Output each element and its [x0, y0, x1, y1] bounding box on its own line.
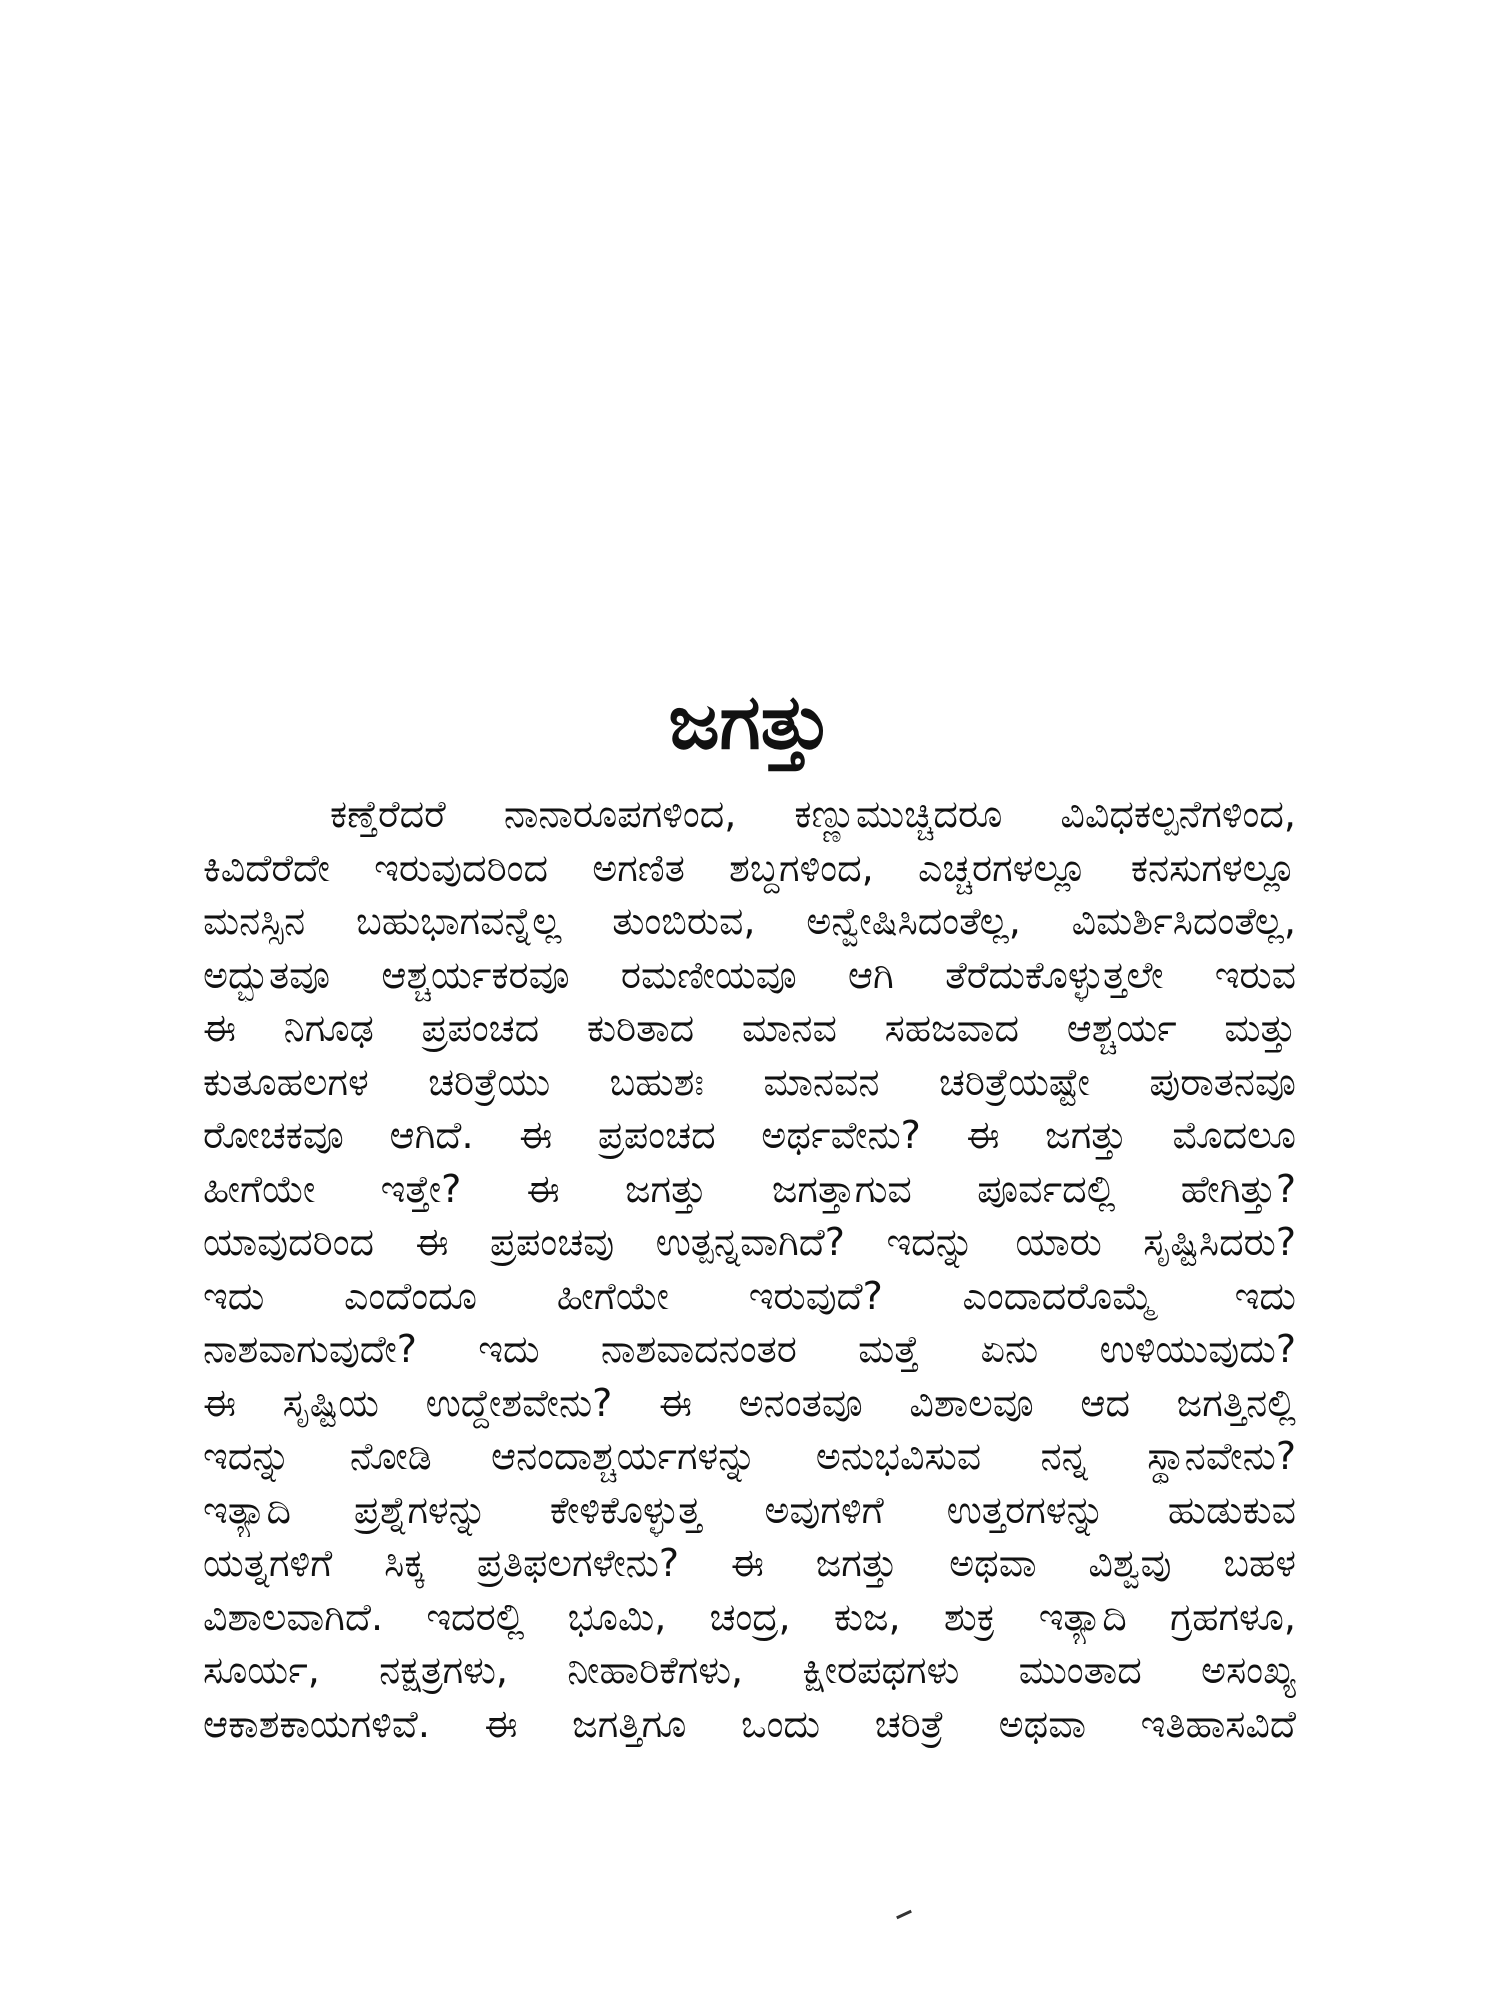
paragraph-line: ಈ ನಿಗೂಢ ಪ್ರಪಂಚದ ಕುರಿತಾದ ಮಾನವ ಸಹಜವಾದ ಆಶ್ಚರ್ಯ ಮತ್ತು — [203, 1006, 1296, 1050]
paragraph-line: ಯಾವುದರಿಂದ ಈ ಪ್ರಪಂಚವು ಉತ್ಪನ್ನವಾಗಿದೆ? ಇದನ್ನು ಯಾರು ಸೃಷ್ಟಿಸಿದರು? — [203, 1220, 1296, 1264]
paragraph-line: ನಾಶವಾಗುವುದೇ? ಇದು ನಾಶವಾದನಂತರ ಮತ್ತೆ ಏನು ಉಳಿಯುವುದು? — [203, 1327, 1296, 1371]
paragraph-line: ಅದ್ಭುತವೂ ಆಶ್ಚರ್ಯಕರವೂ ರಮಣೀಯವೂ ಆಗಿ ತೆರೆದುಕೊಳ್ಳುತ್ತಲೇ ಇರುವ — [203, 952, 1296, 997]
paragraph-line: ಈ ಸೃಷ್ಟಿಯ ಉದ್ದೇಶವೇನು? ಈ ಅನಂತವೂ ವಿಶಾಲವೂ ಆದ ಜಗತ್ತಿನಲ್ಲಿ — [203, 1380, 1296, 1425]
ink-mark — [896, 1910, 912, 1919]
paragraph-line: ರೋಚಕವೂ ಆಗಿದೆ. ಈ ಪ್ರಪಂಚದ ಅರ್ಥವೇನು? ಈ ಜಗತ್ತು ಮೊದಲೂ — [203, 1113, 1296, 1157]
paragraph-line: ಇತ್ಯಾದಿ ಪ್ರಶ್ನೆಗಳನ್ನು ಕೇಳಿಕೊಳ್ಳುತ್ತ ಅವುಗಳಿಗೆ ಉತ್ತರಗಳನ್ನು ಹುಡುಕುವ — [203, 1487, 1296, 1532]
page-title: ಜಗತ್ತು — [668, 677, 832, 766]
paragraph-line: ಕುತೂಹಲಗಳ ಚರಿತ್ರೆಯು ಬಹುಶಃ ಮಾನವನ ಚರಿತ್ರೆಯಷ್ಟೇ ಪುರಾತನವೂ — [203, 1059, 1296, 1104]
paragraph-line: ಮನಸ್ಸಿನ ಬಹುಭಾಗವನ್ನೆಲ್ಲ ತುಂಬಿರುವ, ಅನ್ವೇಷಿಸಿದಂತೆಲ್ಲ, ವಿಮರ್ಶಿಸಿದಂತೆಲ್ಲ, — [203, 899, 1296, 943]
paragraph-line: ಕಣ್ತೆರೆದರೆ ನಾನಾರೂಪಗಳಿಂದ, ಕಣ್ಣುಮುಚ್ಚಿದರೂ ವಿವಿಧಕಲ್ಪನೆಗಳಿಂದ, — [330, 792, 1296, 836]
paragraph-line: ಹೀಗೆಯೇ ಇತ್ತೇ? ಈ ಜಗತ್ತು ಜಗತ್ತಾಗುವ ಪೂರ್ವದಲ್ಲಿ ಹೇಗಿತ್ತು? — [203, 1166, 1296, 1211]
paragraph-line: ಸೂರ್ಯ, ನಕ್ಷತ್ರಗಳು, ನೀಹಾರಿಕೆಗಳು, ಕ್ಷೀರಪಥಗಳು ಮುಂತಾದ ಅಸಂಖ್ಯ — [203, 1648, 1296, 1692]
paragraph-line: ಕಿವಿದೆರೆದೇ ಇರುವುದರಿಂದ ಅಗಣಿತ ಶಬ್ದಗಳಿಂದ, ಎಚ್ಚರಗಳಲ್ಲೂ ಕನಸುಗಳಲ್ಲೂ — [203, 845, 1296, 890]
paragraph-line: ವಿಶಾಲವಾಗಿದೆ. ಇದರಲ್ಲಿ ಭೂಮಿ, ಚಂದ್ರ, ಕುಜ, ಶುಕ್ರ ಇತ್ಯಾದಿ ಗ್ರಹಗಳೂ, — [203, 1594, 1296, 1639]
paragraph-line: ಇದನ್ನು ನೋಡಿ ಆನಂದಾಶ್ಚರ್ಯಗಳನ್ನು ಅನುಭವಿಸುವ ನನ್ನ ಸ್ಥಾನವೇನು? — [203, 1434, 1296, 1478]
paragraph-line: ಆಕಾಶಕಾಯಗಳಿವೆ. ಈ ಜಗತ್ತಿಗೂ ಒಂದು ಚರಿತ್ರೆ ಅಥವಾ ಇತಿಹಾಸವಿದೆ — [203, 1701, 1296, 1746]
paragraph-line: ಯತ್ನಗಳಿಗೆ ಸಿಕ್ಕ ಪ್ರತಿಫಲಗಳೇನು? ಈ ಜಗತ್ತು ಅಥವಾ ವಿಶ್ವವು ಬಹಳ — [203, 1541, 1296, 1585]
paragraph-line: ಇದು ಎಂದೆಂದೂ ಹೀಗೆಯೇ ಇರುವುದೆ? ಎಂದಾದರೊಮ್ಮೆ ಇದು — [203, 1273, 1296, 1318]
body-paragraph — [203, 788, 1296, 1751]
